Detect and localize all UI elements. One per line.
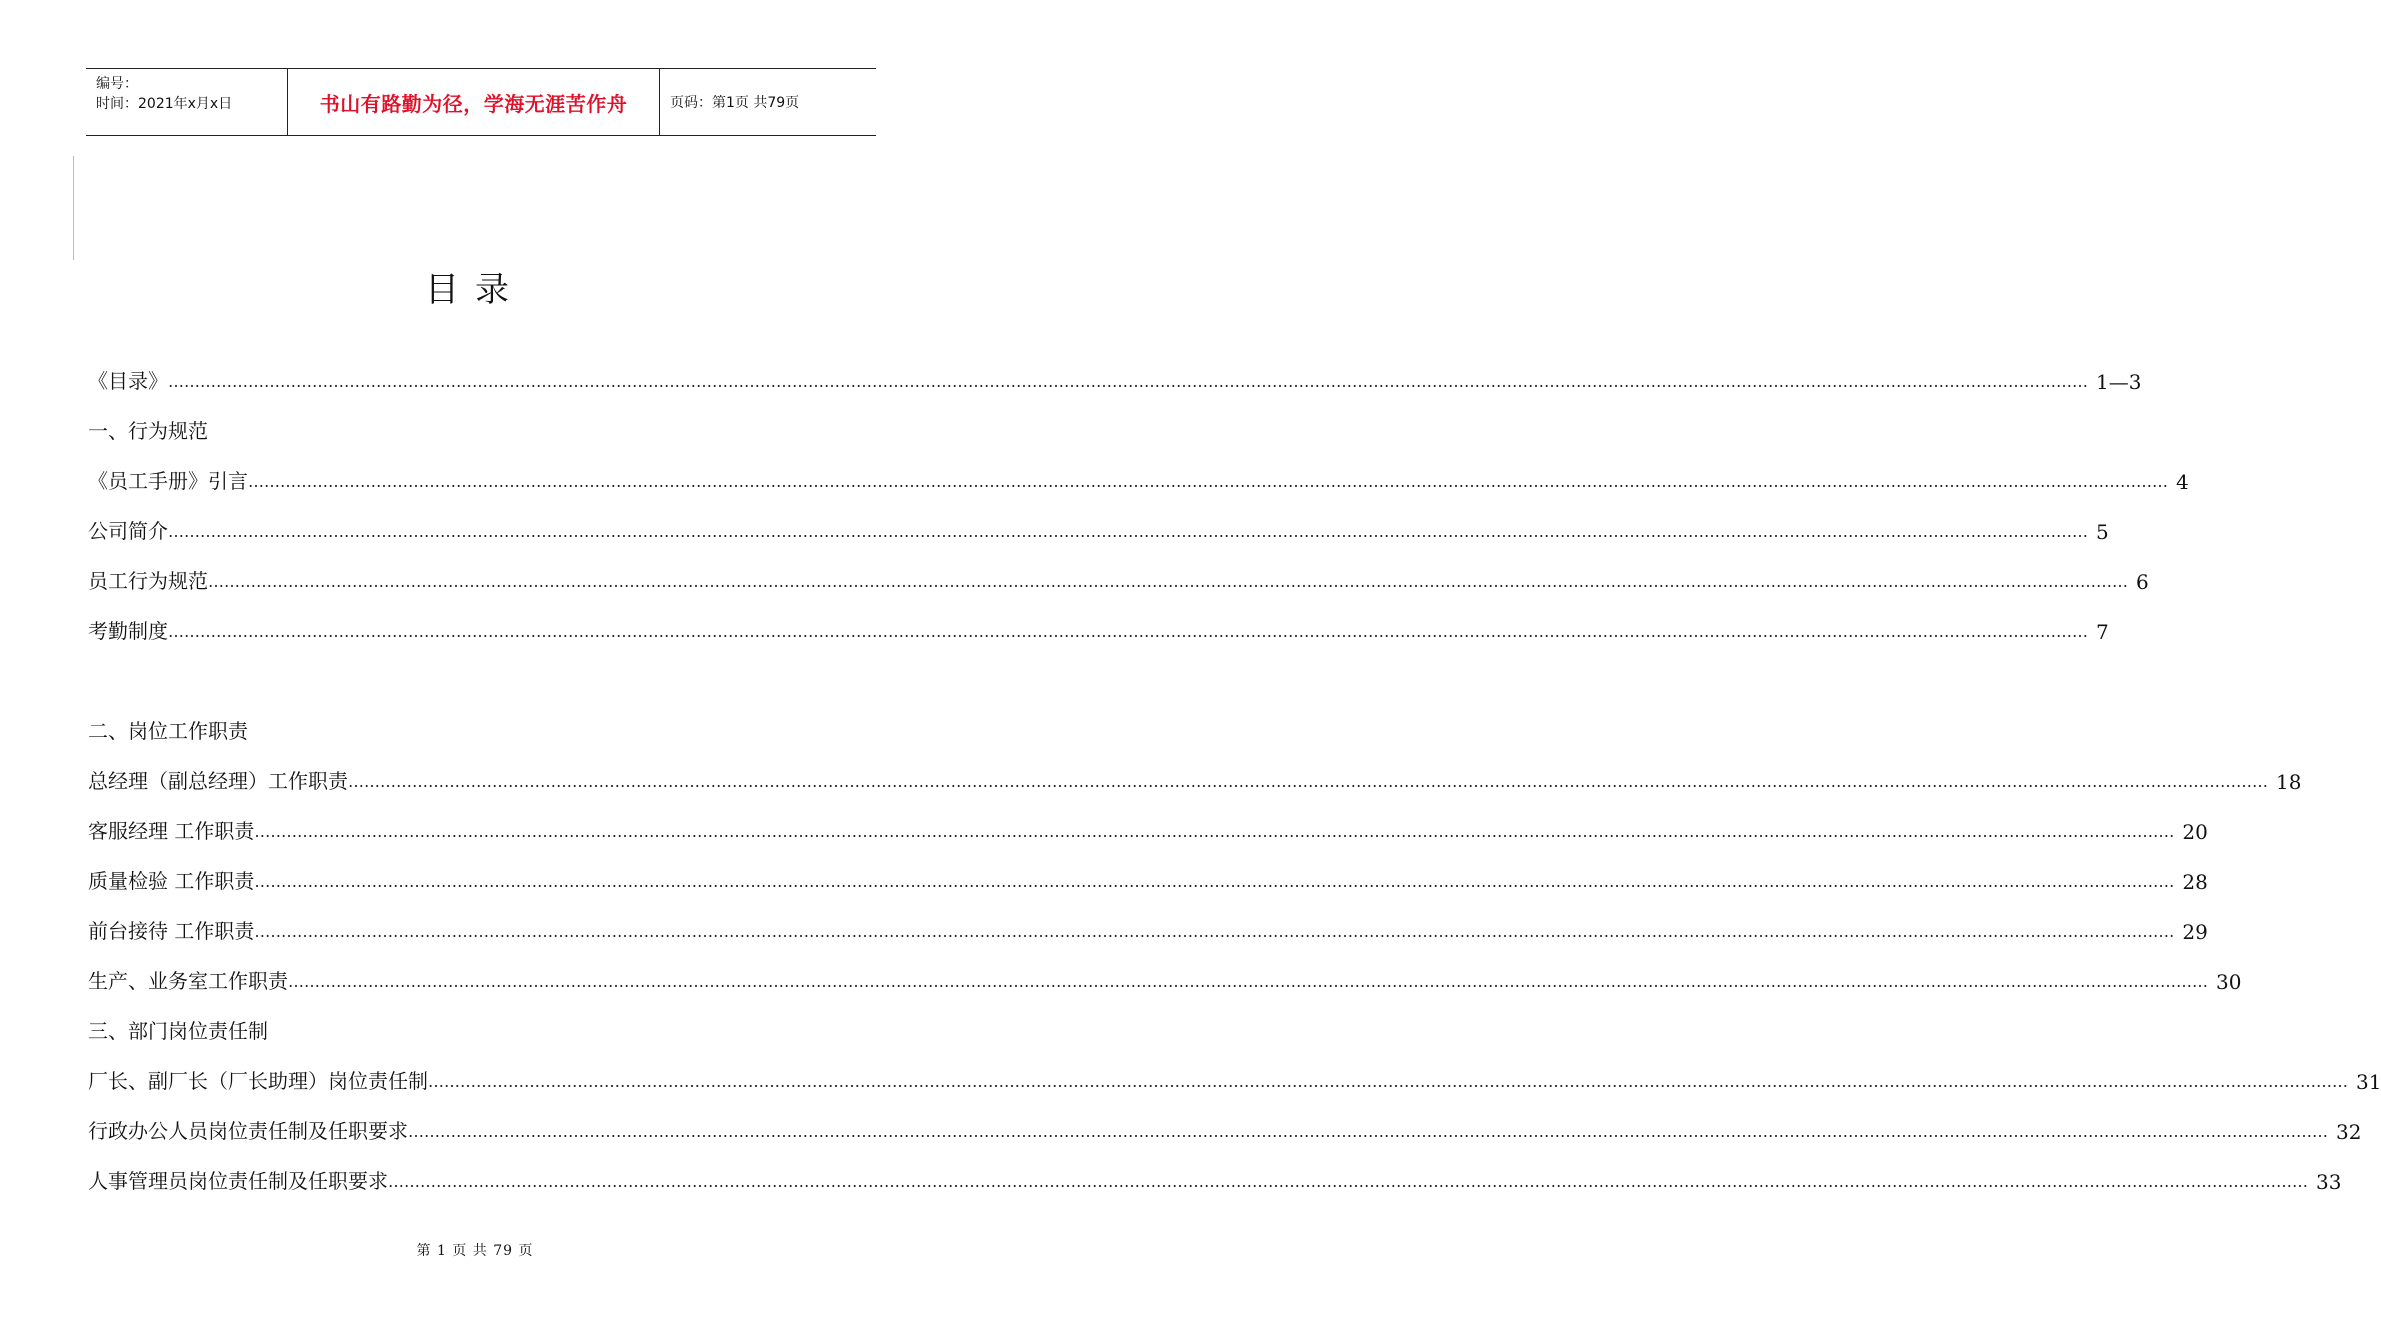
toc-entry-page: 18 [2276, 770, 2302, 794]
toc-entry[interactable] [88, 360, 2142, 394]
toc-entry[interactable] [88, 510, 2109, 544]
toc-leader: ……………………………………………………………………………………………………………………………………………………………………………………………………………………………………………………………………………………………………………………………… [168, 372, 2088, 391]
toc-entry-title: 人事管理员岗位责任制及任职要求 [88, 1169, 388, 1193]
toc-entry[interactable] [88, 610, 2109, 644]
toc-leader: ……………………………………………………………………………………………………………………………………………………………………………………………………………………………………………………………………………………………………………………………… [254, 822, 2175, 841]
toc-entry-page: 32 [2336, 1120, 2362, 1144]
toc-entry[interactable] [88, 960, 2242, 994]
page-footer: 第 1 页 共 79 页 [416, 1243, 534, 1259]
toc-entry-title: 考勤制度 [88, 619, 168, 643]
toc-entry[interactable] [88, 760, 2302, 794]
toc-entry-title: 生产、业务室工作职责 [88, 969, 288, 993]
toc-entry-title: 公司简介 [88, 519, 168, 543]
toc-entry[interactable] [88, 810, 2208, 844]
toc-leader: ……………………………………………………………………………………………………………………………………………………………………………………………………………………………………………………………………………………………………………………………… [388, 1172, 2308, 1191]
toc-entry-page: 30 [2216, 970, 2242, 994]
toc-entry-title: 前台接待 工作职责 [88, 919, 255, 943]
toc-leader: ……………………………………………………………………………………………………………………………………………………………………………………………………………………………………………………………………………………………………………………………… [208, 572, 2128, 591]
header-info-cell [86, 69, 288, 135]
toc-entry-page: 1—3 [2096, 370, 2142, 394]
toc-entry-page: 5 [2096, 520, 2109, 544]
toc-leader: ……………………………………………………………………………………………………………………………………………………………………………………………………………………………………………………………………………………………………………………………… [254, 922, 2175, 941]
toc-leader: ……………………………………………………………………………………………………………………………………………………………………………………………………………………………………………………………………………………………………………………………… [348, 772, 2268, 791]
toc-entry-title: 客服经理 工作职责 [88, 819, 255, 843]
toc-entry-page: 20 [2182, 820, 2208, 844]
toc-entry-page: 29 [2182, 920, 2208, 944]
toc-entry-title: 员工行为规范 [88, 569, 208, 593]
toc-entry-page: 28 [2182, 870, 2208, 894]
header-page-cell [660, 69, 876, 135]
page-title: 目录 [425, 270, 525, 310]
toc-entry-page: 31 [2356, 1070, 2381, 1094]
toc-section-heading: 三、部门岗位责任制 [88, 1019, 268, 1043]
toc-entry[interactable] [88, 1110, 2362, 1144]
toc-entry-title: 厂长、副厂长（厂长助理）岗位责任制 [88, 1069, 428, 1093]
toc-leader: ……………………………………………………………………………………………………………………………………………………………………………………………………………………………………………………………………………………………………………………………… [288, 972, 2208, 991]
toc-entry-title: 《员工手册》引言 [88, 469, 248, 493]
toc-entry-page: 7 [2096, 620, 2109, 644]
header-page-label: 页码：第1页 共79页 [670, 95, 800, 111]
toc-leader: ……………………………………………………………………………………………………………………………………………………………………………………………………………………………………………………………………………………………………………………………… [408, 1122, 2328, 1141]
toc-entry[interactable] [88, 1160, 2342, 1194]
header-date: 时间：2021年x月x日 [96, 96, 233, 112]
toc-entry[interactable] [88, 560, 2149, 594]
header-motto-cell [288, 69, 660, 135]
toc-section-heading: 二、岗位工作职责 [88, 719, 248, 743]
page-header [86, 68, 876, 136]
toc-entry-title: 质量检验 工作职责 [88, 869, 255, 893]
header-number: 编号： [96, 76, 138, 92]
toc-entry[interactable] [88, 860, 2208, 894]
margin-line [73, 156, 74, 260]
toc-leader: ……………………………………………………………………………………………………………………………………………………………………………………………………………………………………………………………………………………………………………………………… [254, 872, 2175, 891]
toc-entry-title: 行政办公人员岗位责任制及任职要求 [88, 1119, 408, 1143]
toc-entry-page: 6 [2136, 570, 2149, 594]
toc-entry[interactable] [88, 910, 2208, 944]
header-motto: 书山有路勤为径，学海无涯苦作舟 [319, 91, 628, 116]
toc-leader: ……………………………………………………………………………………………………………………………………………………………………………………………………………………………………………………………………………………………………………………………… [168, 622, 2088, 641]
toc-leader: ……………………………………………………………………………………………………………………………………………………………………………………………………………………………………………………………………………………………………………………………… [428, 1072, 2348, 1091]
toc-leader: ……………………………………………………………………………………………………………………………………………………………………………………………………………………………………………………………………………………………………………………………… [168, 522, 2088, 541]
toc-entry-page: 4 [2176, 470, 2189, 494]
toc-entry-title: 《目录》 [88, 369, 168, 393]
toc-section-heading: 一、行为规范 [88, 419, 208, 443]
toc-leader: ……………………………………………………………………………………………………………………………………………………………………………………………………………………………………………………………………………………………………………………………… [248, 472, 2168, 491]
toc-entry[interactable] [88, 460, 2189, 494]
toc-entry-page: 33 [2316, 1170, 2342, 1194]
toc-entry[interactable] [88, 1060, 2381, 1094]
toc-entry-title: 总经理（副总经理）工作职责 [88, 769, 348, 793]
